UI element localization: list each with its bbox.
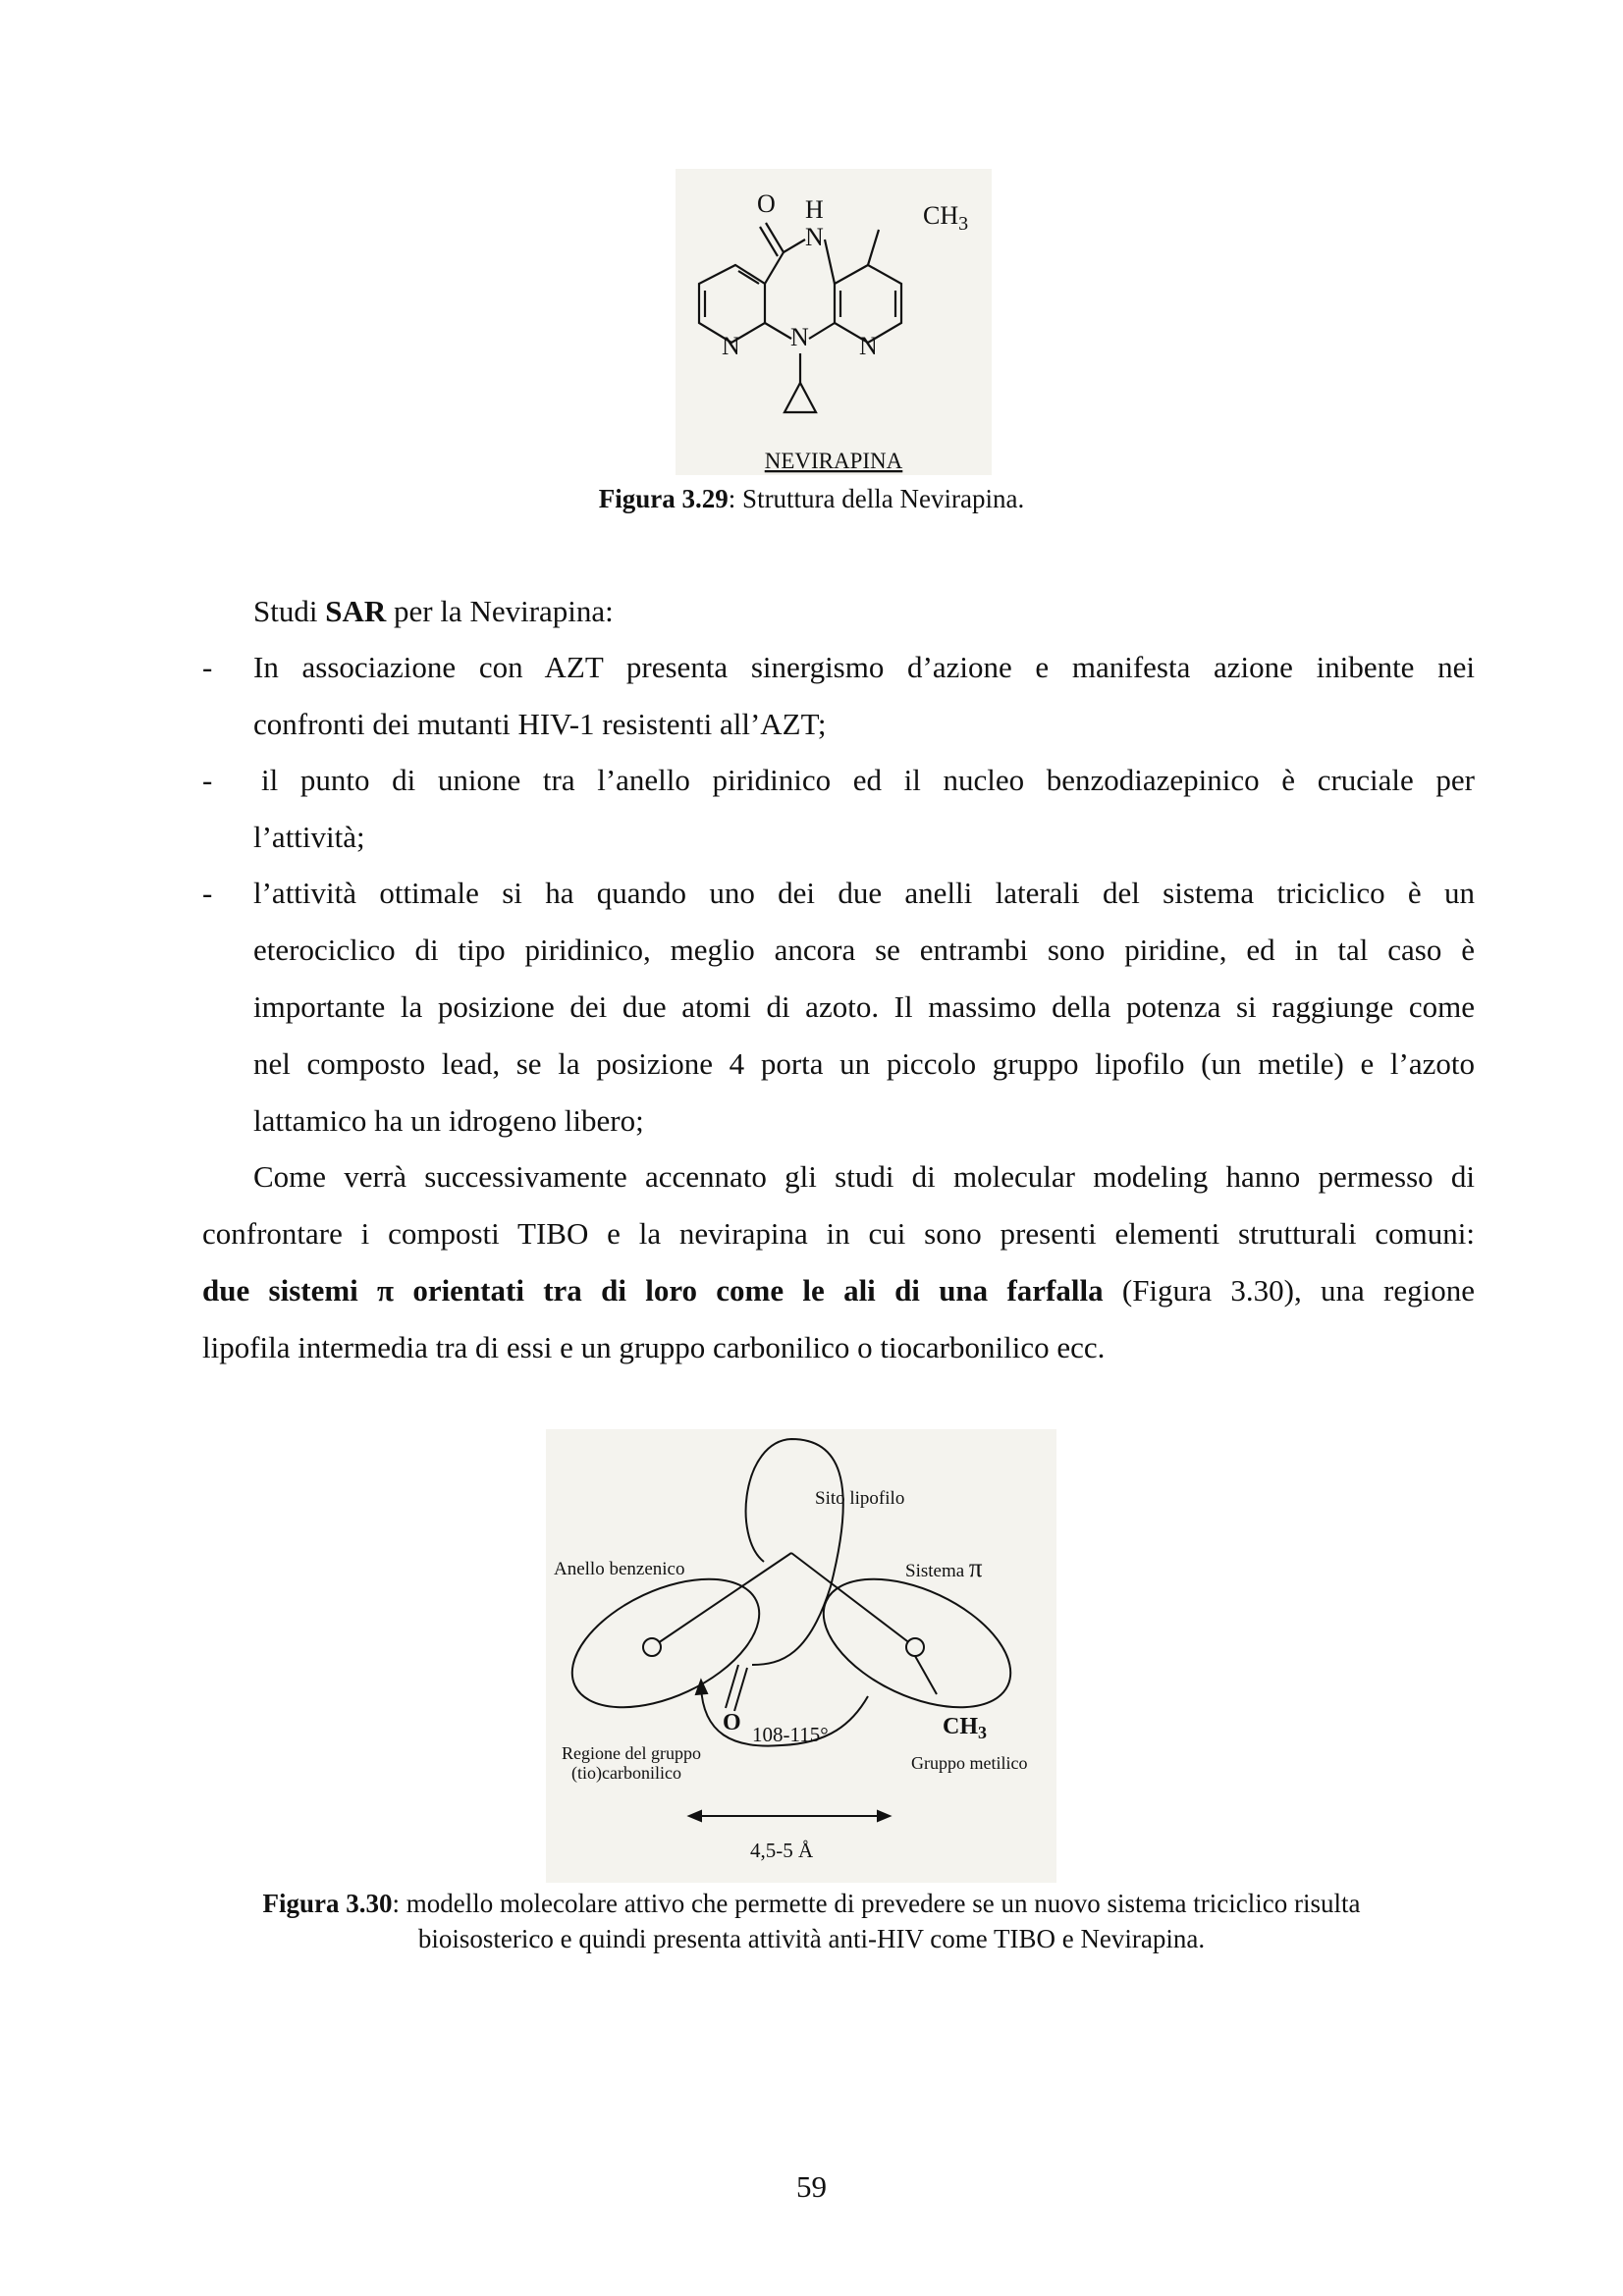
caption-text-1: : modello molecolare attivo che permette di prevedere se un nuovo sistema triciclico risulta [392, 1889, 1361, 1918]
methyl-label: $CH_3$ [923, 201, 969, 235]
benzene-ellipse [553, 1553, 780, 1734]
paragraph-line-2: confrontare i composti TIBO e la nevirapina in cui sono presenti elementi strutturali comuni: [202, 1216, 1475, 1251]
page-number: 59 [796, 2169, 827, 2204]
caption-label: Figura 3.29 [598, 484, 729, 513]
molecular-model-figure [546, 1429, 1056, 1883]
sar-item-3-line-3: importante la posizione dei due atomi di azoto. Il massimo della potenza si raggiunge come [253, 989, 1475, 1024]
hydrogen-label: H [805, 195, 824, 224]
amide-nitrogen-label: N [805, 223, 824, 251]
sar-item-3 [202, 865, 1475, 1149]
carbonyl-region-label-1: Regione del gruppo [562, 1743, 701, 1763]
pi-symbol: π [968, 1553, 983, 1582]
pi-system-label: Sistema π [905, 1553, 983, 1582]
lipophilic-site-label: Sito lipofilo [815, 1488, 905, 1509]
sar-item-2 [202, 752, 1475, 866]
paragraph-bold-phrase: due sistemi π orientati tra di loro come le ali di una farfalla [202, 1273, 1104, 1308]
sar-intro-post: per la Nevirapina: [386, 594, 614, 628]
sar-intro-bold: SAR [325, 594, 387, 628]
angle-label: 108-115° [752, 1723, 829, 1746]
sar-item-1-line-1: In associazione con AZT presenta sinergismo d’azione e manifesta azione inibente nei [253, 650, 1475, 684]
list-dash: - [202, 763, 213, 797]
left-pyridine-nitrogen-label: N [722, 332, 740, 360]
benzene-centroid [643, 1638, 661, 1656]
caption-label: Figura 3.30 [262, 1889, 393, 1918]
oxygen-label: O [757, 189, 776, 218]
paragraph-line-3 [202, 1262, 1475, 1319]
nevirapine-figure [676, 169, 992, 475]
benzene-ring-label: Anello benzenico [554, 1559, 685, 1579]
carbonyl-region-label-2: (tio)carbonilico [571, 1763, 681, 1783]
sar-item-2-line-2: l’attività; [253, 820, 365, 854]
list-dash: - [202, 876, 213, 910]
figure-3-29-caption [0, 481, 1623, 516]
distance-label: 4,5-5 Å [750, 1839, 814, 1862]
figure-3-30-caption-line-1 [128, 1886, 1495, 1921]
sar-intro-pre: Studi [253, 594, 326, 628]
sar-item-3-line-5: lattamico ha un idrogeno libero; [253, 1103, 644, 1138]
sar-item-2-line-1: il punto di unione tra l’anello piridinico ed il nucleo benzodiazepinico è cruciale per [261, 763, 1475, 797]
sar-intro [253, 583, 1526, 640]
sar-item-1 [202, 639, 1475, 753]
sar-item-3-line-1: l’attività ottimale si ha quando uno dei due anelli laterali del sistema triciclico è un [253, 876, 1475, 910]
paragraph-line-1: Come verrà successivamente accennato gli studi di molecular modeling hanno permesso di [253, 1159, 1475, 1194]
nevirapine-structure [676, 169, 992, 475]
caption-text: : Struttura della Nevirapina. [728, 484, 1025, 513]
figure-3-30-caption [128, 1886, 1495, 1956]
figure-3-30-caption-line-2: bioisosterico e quindi presenta attività anti-HIV come TIBO e Nevirapina. [417, 1924, 1206, 1953]
molecular-model-diagram [546, 1429, 1056, 1883]
right-pyridine-nitrogen-label: N [859, 332, 878, 360]
methyl-group-description: Gruppo metilico [911, 1753, 1028, 1773]
methyl-group-label: $CH_3$ [943, 1714, 987, 1742]
sar-item-1-line-2: confronti dei mutanti HIV-1 resistenti all’AZT; [253, 707, 827, 741]
carbonyl-oxygen-label: O [723, 1710, 741, 1735]
sar-item-3-line-4: nel composto lead, se la posizione 4 porta un piccolo gruppo lipofilo (un metile) e l’azoto [253, 1046, 1475, 1081]
lipophilic-site-curve [746, 1439, 843, 1665]
compound-name: NEVIRAPINA [764, 449, 903, 473]
paragraph-line-4: lipofila intermedia tra di essi e un gruppo carbonilico o tiocarbonilico ecc. [202, 1330, 1106, 1364]
paragraph-line-3-rest: (Figura 3.30), una regione [1103, 1273, 1475, 1308]
sar-item-3-line-2: eterociclico di tipo piridinico, meglio ancora se entrambi sono piridine, ed in tal caso è [253, 933, 1475, 967]
central-nitrogen-label: N [790, 323, 809, 351]
pi-centroid [906, 1638, 924, 1656]
list-dash: - [202, 650, 213, 684]
